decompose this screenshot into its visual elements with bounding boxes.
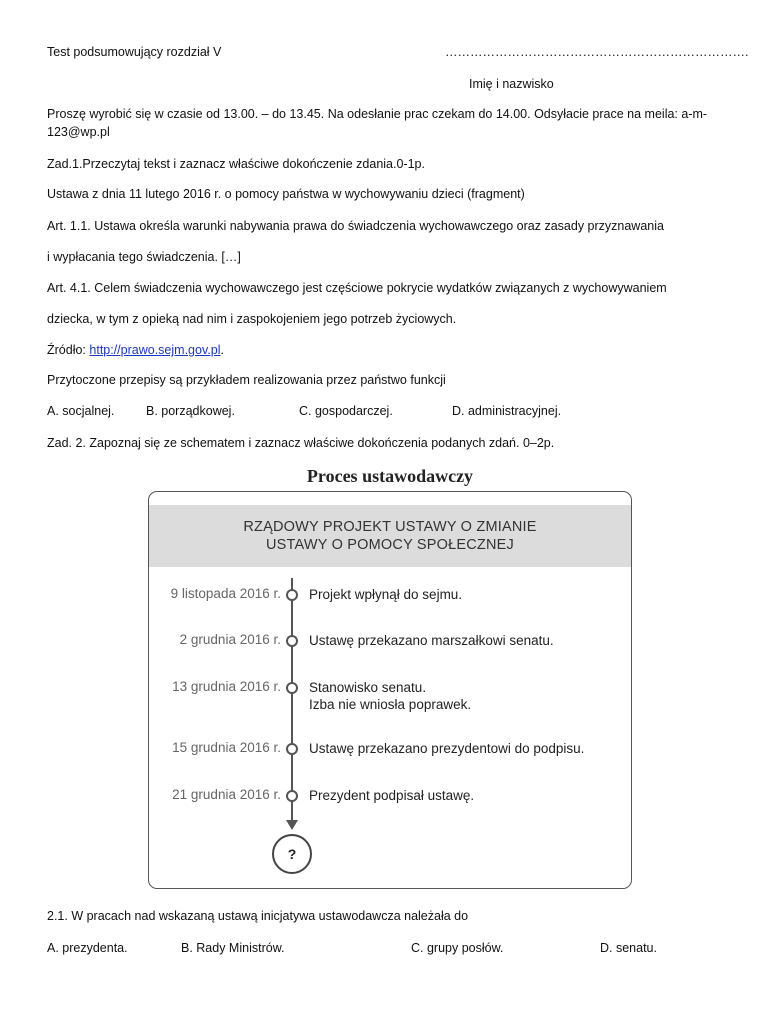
question21-prompt: 2.1. W pracach nad wskazaną ustawą inicjatywa ustawodawcza należała do	[47, 909, 469, 923]
task1-art11-line-2: i wypłacania tego świadczenia. […]	[47, 250, 241, 264]
event-text-line-2: Izba nie wniosła poprawek.	[309, 697, 472, 712]
task1-question: Przytoczone przepisy są przykładem realizowania przez państwo funkcji	[47, 373, 446, 387]
instructions-line-1: Proszę wyrobić się w czasie od 13.00. – do 13.45. Na odesłanie prac czekam do 14.00. Odsyłacie prace na meila: a-m-	[47, 107, 708, 121]
timeline-node	[286, 743, 298, 755]
task1-option-a[interactable]: A. socjalnej.	[47, 404, 115, 418]
name-label: Imię i nazwisko	[469, 77, 554, 91]
timeline-line	[291, 578, 293, 824]
question-mark-circle: ?	[272, 834, 312, 874]
legislative-process-diagram	[148, 491, 632, 889]
timeline-node	[286, 682, 298, 694]
diagram-header-line-1: RZĄDOWY PROJEKT USTAWY O ZMIANIE	[243, 519, 537, 535]
diagram-header	[149, 505, 631, 567]
event-date: 9 listopada 2016 r.	[170, 586, 281, 601]
figure-title: Proces ustawodawczy	[306, 466, 474, 486]
question21-option-b[interactable]: B. Rady Ministrów.	[181, 941, 285, 955]
task1-source	[47, 343, 224, 357]
name-line: ……………………………………………………………….	[445, 45, 749, 59]
event-date: 2 grudnia 2016 r.	[179, 632, 281, 647]
instructions-line-2: 123@wp.pl	[47, 125, 110, 139]
task1-option-b[interactable]: B. porządkowej.	[146, 404, 235, 418]
task1-art41-line-1: Art. 4.1. Celem świadczenia wychowawczego jest częściowe pokrycie wydatków związanych z wychowywaniem	[47, 281, 667, 295]
task1-art11-line-1: Art. 1.1. Ustawa określa warunki nabywania prawa do świadczenia wychowawczego oraz zasady przyznawania	[47, 219, 664, 233]
question21-option-a[interactable]: A. prezydenta.	[47, 941, 128, 955]
timeline-node	[286, 790, 298, 802]
timeline-arrowhead	[286, 820, 298, 830]
event-date: 21 grudnia 2016 r.	[172, 787, 281, 802]
task1-art41-line-2: dziecka, w tym z opieką nad nim i zaspokojeniem jego potrzeb życiowych.	[47, 312, 457, 326]
diagram-header-line-2: USTAWY O POMOCY SPOŁECZNEJ	[266, 537, 514, 553]
task1-option-c[interactable]: C. gospodarczej.	[299, 404, 393, 418]
question21-option-c[interactable]: C. grupy posłów.	[411, 941, 504, 955]
task1-source-title: Ustawa z dnia 11 lutego 2016 r. o pomocy państwa w wychowywaniu dzieci (fragment)	[47, 187, 525, 201]
event-text: Projekt wpłynął do sejmu.	[309, 587, 463, 602]
timeline-node	[286, 635, 298, 647]
event-text-line-1: Stanowisko senatu.	[309, 680, 427, 695]
source-label: Źródło:	[47, 343, 90, 357]
event-date: 13 grudnia 2016 r.	[172, 679, 281, 694]
event-text: Prezydent podpisał ustawę.	[309, 788, 475, 803]
event-text: Ustawę przekazano prezydentowi do podpisu.	[309, 741, 585, 756]
task1-option-d[interactable]: D. administracyjnej.	[452, 404, 562, 418]
event-text	[309, 679, 471, 713]
task1-prompt: Zad.1.Przeczytaj tekst i zaznacz właściwe dokończenie zdania.0-1p.	[47, 157, 425, 171]
test-title: Test podsumowujący rozdział V	[47, 45, 222, 59]
timeline-node	[286, 589, 298, 601]
event-date: 15 grudnia 2016 r.	[172, 740, 281, 755]
source-end: .	[220, 343, 224, 357]
task2-prompt: Zad. 2. Zapoznaj się ze schematem i zaznacz właściwe dokończenia podanych zdań. 0–2p.	[47, 436, 555, 450]
event-text: Ustawę przekazano marszałkowi senatu.	[309, 633, 554, 648]
source-link[interactable]: http://prawo.sejm.gov.pl	[89, 343, 221, 357]
question21-option-d[interactable]: D. senatu.	[600, 941, 657, 955]
